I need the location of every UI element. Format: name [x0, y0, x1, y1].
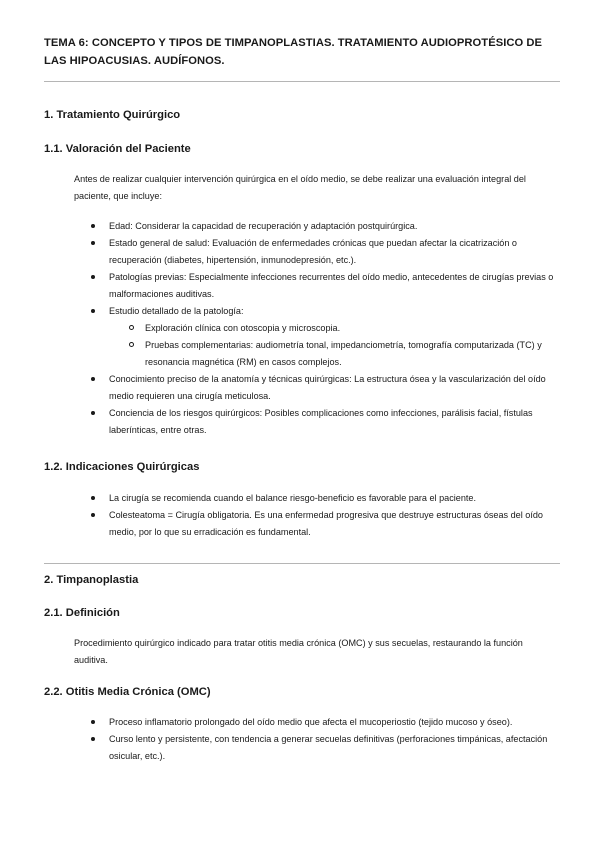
section-1-heading: 1. Tratamiento Quirúrgico [44, 109, 181, 121]
list-item: La cirugía se recomienda cuando el balance riesgo-beneficio es favorable para el paciente. [0, 490, 554, 507]
omc-list [0, 714, 554, 765]
sub-list-item: Exploración clínica con otoscopia y microscopia. [0, 320, 555, 337]
section-2-1-text: Procedimiento quirúrgico indicado para tratar otitis media crónica (OMC) y sus secuelas, restaurando la función auditiva. [74, 638, 523, 665]
section-1-1-heading: 1.1. Valoración del Paciente [44, 143, 191, 155]
list-item: Conocimiento preciso de la anatomía y técnicas quirúrgicas: La estructura ósea y la vascularización del oído medio requieren una cirugía meticulosa. [0, 371, 554, 405]
section-2-heading: 2. Timpanoplastia [44, 574, 139, 586]
list-item: Curso lento y persistente, con tendencia a generar secuelas definitivas (perforaciones timpánicas, afectación osicular, etc.). [0, 731, 554, 765]
list-item: Conciencia de los riesgos quirúrgicos: Posibles complicaciones como infecciones, parálisis facial, fístulas laberínticas, entre otras. [0, 405, 554, 439]
patient-assessment-list [0, 218, 555, 439]
divider-middle [44, 563, 560, 564]
list-item: Estado general de salud: Evaluación de enfermedades crónicas que puedan afectar la cicatrización o recuperación (diabetes, hipertensión, inmunodepresión, etc.). [0, 235, 554, 269]
section-2-1-heading: 2.1. Definición [44, 607, 120, 619]
list-item: Estudio detallado de la patología: [0, 303, 554, 320]
list-item: Proceso inflamatorio prolongado del oído medio que afecta el mucoperiostio (tejido mucoso y óseo). [0, 714, 554, 731]
document-title: TEMA 6: CONCEPTO Y TIPOS DE TIMPANOPLASTIAS. TRATAMIENTO AUDIOPROTÉSICO DE LAS HIPOACUSIAS. AUDÍFONOS. [44, 37, 543, 67]
section-1-2-heading: 1.2. Indicaciones Quirúrgicas [44, 461, 200, 473]
sub-list-item: Pruebas complementarias: audiometría tonal, impedanciometría, tomografía computarizada (TC) y resonancia magnética (RM) en casos complejos. [0, 337, 555, 371]
divider-top [44, 81, 560, 82]
section-2-2-heading: 2.2. Otitis Media Crónica (OMC) [44, 686, 211, 698]
list-item: Edad: Considerar la capacidad de recuperación y adaptación postquirúrgica. [0, 218, 554, 235]
list-item: Colesteatoma = Cirugía obligatoria. Es una enfermedad progresiva que destruye estructuras óseas del oído medio, por lo que su erradicación es fundamental. [0, 507, 554, 541]
list-item: Patologías previas: Especialmente infecciones recurrentes del oído medio, antecedentes de cirugías previas o malformaciones auditivas. [0, 269, 554, 303]
section-1-1-intro: Antes de realizar cualquier intervención quirúrgica en el oído medio, se debe realizar una evaluación integral del paciente, que incluye: [74, 174, 526, 201]
surgical-indications-list [0, 490, 554, 541]
